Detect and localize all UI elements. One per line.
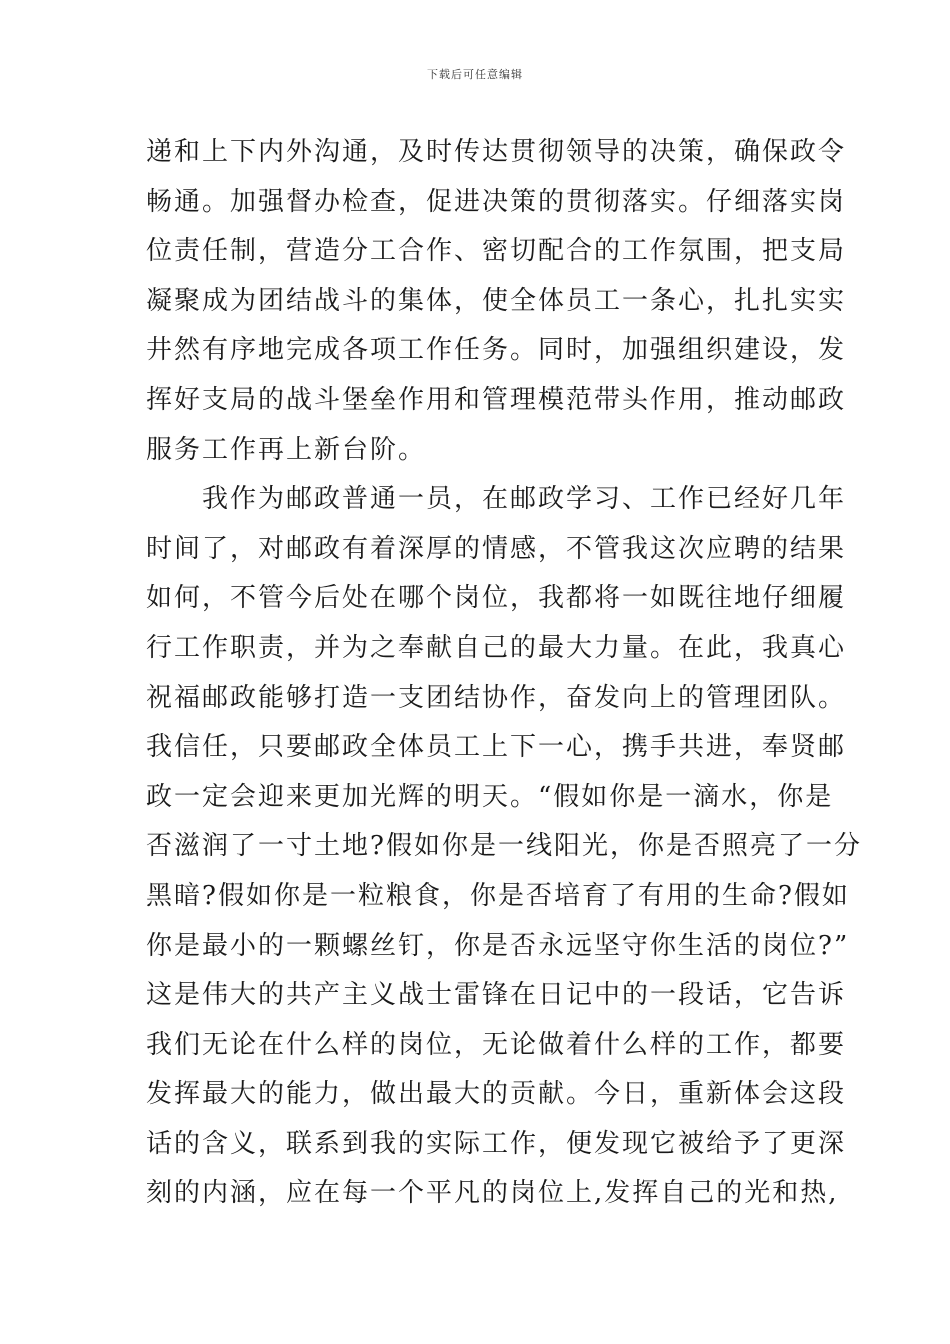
- text-line: 祝福邮政能够打造一支团结协作，奋发向上的管理团队。: [146, 682, 847, 713]
- text-line: 你是最小的一颗螺丝钉，你是否永远坚守你生活的岗位?”: [146, 930, 850, 961]
- text-line: 挥好支局的战斗堡垒作用和管理模范带头作用，推动邮政: [146, 384, 847, 415]
- text-line: 我们无论在什么样的岗位，无论做着什么样的工作，都要: [146, 1029, 847, 1060]
- text-line: 畅通。加强督办检查，促进决策的贯彻落实。仔细落实岗: [146, 186, 847, 217]
- text-line: 凝聚成为团结战斗的集体，使全体员工一条心，扎扎实实: [146, 285, 847, 316]
- text-line: 我信任，只要邮政全体员工上下一心，携手共进，奉贤邮: [146, 732, 847, 763]
- text-line: 这是伟大的共产主义战士雷锋在日记中的一段话，它告诉: [146, 980, 847, 1011]
- text-line: 位责任制，营造分工合作、密切配合的工作氛围，把支局: [146, 236, 847, 267]
- body-text: [146, 128, 862, 1219]
- text-line: 递和上下内外沟通，及时传达贯彻领导的决策，确保政令: [146, 137, 847, 167]
- text-line: 话的含义，联系到我的实际工作，便发现它被给予了更深: [146, 1128, 847, 1159]
- text-line: 行工作职责，并为之奉献自己的最大力量。在此，我真心: [146, 632, 847, 663]
- paragraph-start-line: 我作为邮政普通一员，在邮政学习、工作已经好几年: [202, 484, 847, 515]
- text-line: 否滋润了一寸土地?假如你是一线阳光，你是否照亮了一分: [146, 831, 862, 862]
- text-line: 井然有序地完成各项工作任务。同时，加强组织建设，发: [146, 335, 847, 366]
- text-line: 如何，不管今后处在哪个岗位，我都将一如既往地仔细履: [146, 583, 847, 614]
- text-line: 服务工作再上新台阶。: [146, 434, 427, 465]
- text-line: 黑暗?假如你是一粒粮食，你是否培育了有用的生命?假如: [146, 880, 850, 911]
- text-line: 时间了，对邮政有着深厚的情感，不管我这次应聘的结果: [146, 533, 847, 564]
- header-note: 下载后可任意编辑: [427, 68, 523, 81]
- text-line: 刻的内涵，应在每一个平凡的岗位上,发挥自己的光和热,: [146, 1178, 839, 1209]
- text-line: 发挥最大的能力，做出最大的贡献。今日，重新体会这段: [146, 1079, 847, 1110]
- text-line: 政一定会迎来更加光辉的明天。“假如你是一滴水，你是: [146, 781, 834, 812]
